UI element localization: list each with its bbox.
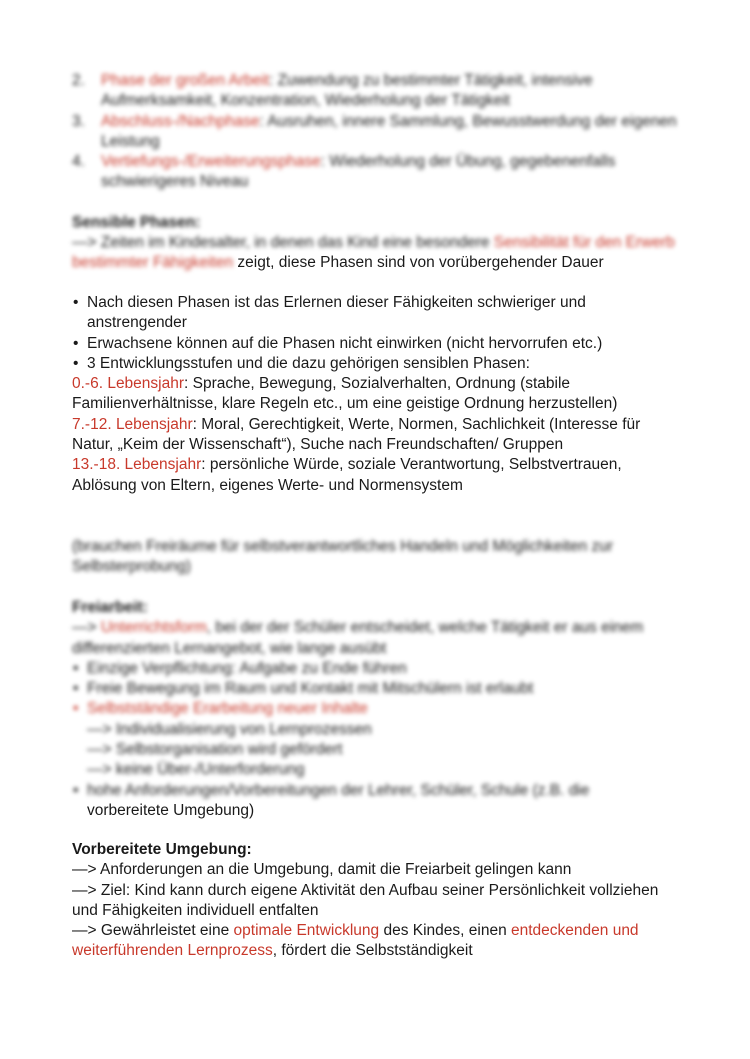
item-text: 3 Entwicklungsstufen und die dazu gehörigen sensiblen Phasen: [87,354,530,372]
arrow-mid: des Kindes, einen [379,922,511,940]
stage-text: : Sprache, Bewegung, Sozialverhalten, Ordnung (stabile Familienverhältnisse, klare Regeln etc., um eine geistige Ordnung herzustellen) [72,375,618,413]
arrow-highlight: Sensibilität für den Erwerb bestimmter Fähigkeiten [72,234,675,272]
sensible-content [72,293,682,496]
item-number: 2. [72,72,85,89]
item-text: : Wiederholung der Übung, gegebenenfalls schwierigeres Niveau [101,153,616,191]
stage-item [72,415,682,456]
arrow-suffix: , bei der der Schüler entscheidet, welche Tätigkeit er aus einem differenzierten Lernangebot, wie lange ausübt [72,619,644,657]
list-item [72,334,682,354]
freiarbeit-clear-line [72,801,682,821]
stage-tail-blurred [72,537,682,578]
bullet: • [73,781,79,799]
item-text: : Ausruhen, innere Sammlung, Bewusstwerdung der eigenen Leistung [101,112,677,150]
item-text: Erwachsene können auf die Phasen nicht einwirken (nicht hervorrufen etc.) [87,334,603,352]
sub-arrow: —> keine Über-/Unterforderung [87,761,305,779]
list-item [72,293,682,334]
sensible-arrow-line [72,233,682,274]
arrow-prefix: —> Gewährleistet eine [72,922,234,940]
arrow-line [72,618,682,659]
list-item [72,152,682,193]
item-title: Phase der großen Arbeit [101,72,270,89]
bullet: • [73,294,79,311]
item-text: Freie Bewegung im Raum und Kontakt mit Mitschülern ist erlaubt [87,680,534,698]
list-item [72,659,682,679]
list-item-continuation [72,801,682,821]
stage-label: 7.-12. Lebensjahr [72,415,193,433]
list-item [72,354,682,374]
arrow-suffix: , fördert die Selbstständigkeit [272,942,473,960]
stage-tail: (brauchen Freiräume für selbstverantwortliches Handeln und Möglichkeiten zur Selbsterprobung) [72,538,614,576]
stage-label: 0.-6. Lebensjahr [72,375,185,393]
stage-label: 13.-18. Lebensjahr [72,456,202,474]
arrow-highlight: Unterrichtsform [100,619,207,637]
item-text: vorbereitete Umgebung) [87,802,255,819]
arrow-line: —> Anforderungen an die Umgebung, damit die Freiarbeit gelingen kann [72,861,572,879]
umgebung-section [72,840,682,962]
sub-arrow: —> Selbstorganisation wird gefördert [87,741,343,759]
arrow-prefix: —> [72,619,101,637]
stage-text: : Moral, Gerechtigkeit, Werte, Normen, Sachlichkeit (Interesse für Natur, „Keim der Wissenschaft“), Suche nach Freundschaften/ Gruppen [72,415,641,454]
arrow-prefix: —> Zeiten im Kindesalter, in denen das Kind eine besondere [72,234,494,251]
item-title: Vertiefungs-/Erweiterungsphase [101,153,321,171]
section-heading: Sensible Phasen: [72,214,201,231]
bullet: • [73,659,79,677]
list-item [72,781,682,801]
list-item [72,679,682,699]
item-text: hohe Anforderungen/Vorbereitungen der Lehrer, Schüler, Schule (z.B. die [87,781,590,799]
section-heading: Freiarbeit: [72,599,148,616]
arrow-highlight: entdeckenden und weiterführenden Lernprozess [72,922,639,960]
item-text: Selbstständige Erarbeitung neuer Inhalte [87,700,368,718]
bullet: • [73,700,79,718]
stage-item [72,455,682,496]
bullet: • [73,680,79,698]
list-item [72,112,682,153]
list-item [72,71,682,112]
sub-arrow: —> Individualisierung von Lernprozessen [87,720,372,738]
sensible-header-blurred [72,213,682,233]
arrow-line: —> Ziel: Kind kann durch eigene Aktivität den Aufbau seiner Persönlichkeit vollziehen und Fähigkeiten individuell entfalten [72,881,659,919]
stage-text: : persönliche Würde, soziale Verantwortung, Selbstvertrauen, Ablösung von Eltern, eigenes Werte- und Normensystem [72,456,622,494]
bullet: • [73,334,79,352]
item-text: Einzige Verpflichtung: Aufgabe zu Ende führen [87,659,407,677]
item-text: Nach diesen Phasen ist das Erlernen dieser Fähigkeiten schwieriger und anstrengender [87,294,586,332]
stage-item [72,374,682,415]
freiarbeit-section [72,598,682,801]
arrow-suffix: zeigt, diese Phasen sind von vorübergehender Dauer [233,254,604,272]
arrow-highlight: optimale Entwicklung [233,922,380,940]
item-number: 3. [72,112,85,130]
item-title: Abschluss-/Nachphase [101,112,260,130]
item-text: : Zuwendung zu bestimmter Tätigkeit, intensive Aufmerksamkeit, Konzentration, Wiederholung der Tätigkeit [101,72,593,110]
item-number: 4. [72,153,85,171]
bullet: • [73,354,79,372]
section-heading: Vorbereitete Umgebung: [72,841,252,858]
arrow-line [72,921,682,962]
phases-list [72,71,682,193]
list-item [72,699,682,719]
